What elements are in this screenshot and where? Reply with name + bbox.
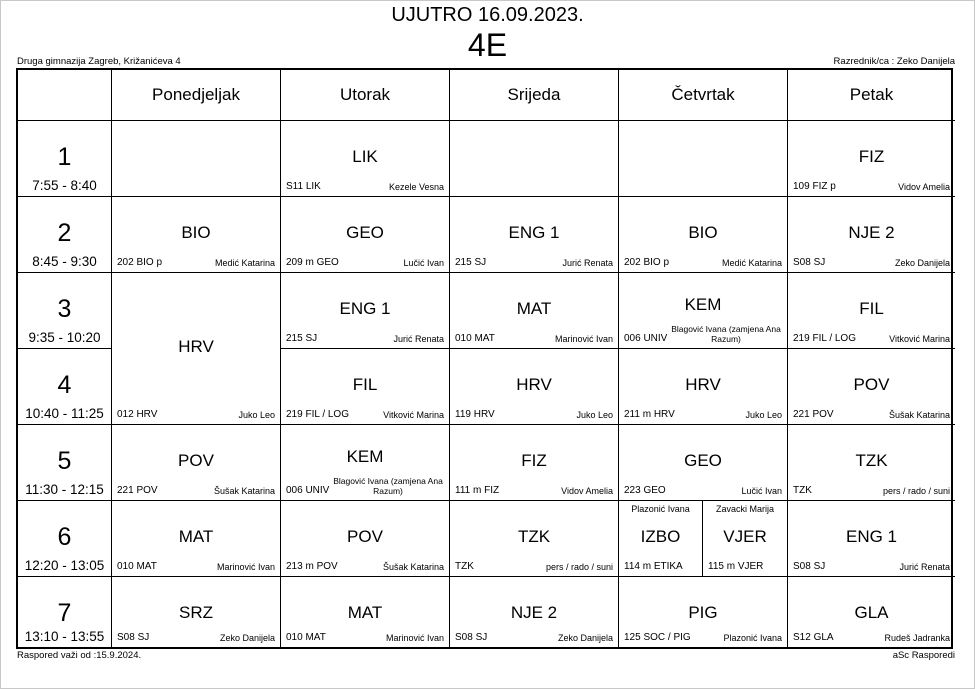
- lesson-room: 209 m GEO: [286, 257, 339, 268]
- lesson-subject: MAT: [516, 299, 552, 318]
- period-5: [18, 425, 112, 501]
- lesson-thu-4: [619, 349, 788, 425]
- validity-note: Raspored važi od :15.9.2024.: [17, 650, 142, 661]
- day-header-wednesday: Srijeda: [450, 70, 619, 121]
- day-header-friday: Petak: [788, 70, 955, 121]
- class-name: 4E: [467, 27, 508, 63]
- period-number: 6: [57, 523, 72, 551]
- lesson-room: S08 SJ: [455, 632, 488, 643]
- lesson-wed-7: [450, 577, 619, 647]
- lesson-teacher: Marinović Ivan: [554, 334, 613, 344]
- lesson-subject: TZK: [517, 527, 551, 546]
- lesson-room: 012 HRV: [117, 409, 158, 420]
- lesson-subject: GLA: [854, 603, 889, 622]
- lesson-subject: IZBO: [640, 527, 681, 546]
- lesson-room: 202 BIO p: [624, 257, 670, 268]
- lesson-teacher: Lučić Ivan: [741, 486, 782, 496]
- lesson-teacher: Medić Katarina: [721, 258, 782, 268]
- period-time: 13:10 - 13:55: [24, 629, 105, 644]
- lesson-room: 219 FIL / LOG: [286, 409, 349, 420]
- lesson-teacher: Blagović Ivana (zamjena Ana Razum): [333, 476, 443, 496]
- lesson-thu-7: [619, 577, 788, 647]
- lesson-room: 221 POV: [117, 485, 158, 496]
- lesson-fri-3: [788, 273, 955, 349]
- lesson-room: TZK: [455, 561, 474, 572]
- lesson-room: 213 m POV: [286, 561, 338, 572]
- lesson-teacher: Blagović Ivana (zamjena Ana Razum): [671, 324, 781, 344]
- lesson-subject: LIK: [352, 147, 378, 166]
- lesson-room: 006 UNIV: [286, 485, 330, 496]
- period-time: 8:45 - 9:30: [32, 254, 97, 269]
- lesson-teacher: Zeko Danijela: [557, 633, 613, 643]
- lesson-subject: NJE 2: [510, 603, 558, 622]
- period-number: 1: [57, 143, 72, 171]
- lesson-teacher: Plazonić Ivana: [723, 633, 782, 643]
- lesson-subject: HRV: [178, 337, 214, 356]
- lesson-teacher: Vitković Marina: [889, 334, 950, 344]
- lesson-room: 202 BIO p: [117, 257, 163, 268]
- lesson-subject: TZK: [855, 451, 888, 470]
- lesson-empty: [112, 121, 281, 197]
- lesson-thu-6-vjer: [703, 501, 788, 577]
- lesson-subject: FIL: [352, 375, 378, 394]
- lesson-subject: FIZ: [858, 147, 885, 166]
- lesson-teacher: Zeko Danijela: [894, 258, 950, 268]
- lesson-subject: MAT: [178, 527, 214, 546]
- lesson-fri-1: [788, 121, 955, 197]
- lesson-teacher: Lučić Ivan: [403, 258, 444, 268]
- period-time: 9:35 - 10:20: [28, 330, 101, 345]
- lesson-room: 211 m HRV: [624, 409, 675, 420]
- day-header-thursday: Četvrtak: [619, 70, 788, 121]
- lesson-thu-2: [619, 197, 788, 273]
- lesson-empty: [450, 121, 619, 197]
- lesson-teacher: Zavacki Marija: [715, 504, 774, 514]
- lesson-thu-6-izbo: [619, 501, 703, 577]
- day-header-monday: Ponedjeljak: [112, 70, 281, 121]
- lesson-subject: ENG 1: [845, 527, 898, 546]
- lesson-teacher: Juko Leo: [745, 410, 782, 420]
- lesson-room: 111 m FIZ: [455, 485, 500, 496]
- lesson-teacher: Juko Leo: [238, 410, 275, 420]
- period-time: 7:55 - 8:40: [32, 178, 97, 193]
- lesson-room: 010 MAT: [286, 632, 326, 643]
- lesson-teacher: Rudeš Jadranka: [884, 633, 950, 643]
- lesson-teacher: Marinović Ivan: [385, 633, 444, 643]
- lesson-room: S12 GLA: [793, 632, 834, 643]
- period-6: [18, 501, 112, 577]
- lesson-teacher: pers / rado / suni: [545, 562, 613, 572]
- lesson-teacher: Šušak Katarina: [888, 410, 950, 420]
- period-number: 5: [57, 447, 72, 475]
- lesson-fri-2: [788, 197, 955, 273]
- period-number: 2: [57, 219, 72, 247]
- lesson-tue-3: [281, 273, 450, 349]
- lesson-subject: NJE 2: [848, 223, 895, 242]
- lesson-room: S11 LIK: [286, 181, 321, 192]
- lesson-mon-3-4: [112, 273, 281, 425]
- lesson-room: S08 SJ: [793, 561, 826, 572]
- lesson-subject: KEM: [684, 295, 722, 314]
- lesson-teacher: Juko Leo: [576, 410, 613, 420]
- lesson-teacher: Plazonić Ivana: [631, 504, 690, 514]
- lesson-tue-6: [281, 501, 450, 577]
- lesson-tue-2: [281, 197, 450, 273]
- lesson-subject: POV: [178, 451, 214, 470]
- lesson-mon-5: [112, 425, 281, 501]
- lesson-thu-5: [619, 425, 788, 501]
- lesson-tue-4: [281, 349, 450, 425]
- lesson-mon-2: [112, 197, 281, 273]
- period-time: 12:20 - 13:05: [24, 558, 105, 573]
- lesson-subject: MAT: [347, 603, 383, 622]
- lesson-subject: GEO: [684, 451, 722, 470]
- lesson-teacher: Jurić Renata: [393, 334, 444, 344]
- lesson-room: TZK: [793, 485, 812, 496]
- lesson-subject: HRV: [516, 375, 552, 394]
- lesson-room: 010 MAT: [117, 561, 157, 572]
- lesson-room: S08 SJ: [793, 257, 826, 268]
- lesson-room: 115 m VJER: [708, 561, 764, 572]
- lesson-subject: FIL: [859, 299, 884, 318]
- day-header-tuesday: Utorak: [281, 70, 450, 121]
- lesson-subject: KEM: [346, 447, 384, 466]
- lesson-subject: FIZ: [521, 451, 547, 470]
- lesson-wed-5: [450, 425, 619, 501]
- lesson-room: 223 GEO: [624, 485, 666, 496]
- lesson-room: 109 FIZ p: [793, 181, 836, 192]
- homeroom-teacher: Razrednik/ca : Zeko Danijela: [833, 56, 955, 67]
- lesson-teacher: Vitković Marina: [383, 410, 444, 420]
- lesson-room: 219 FIL / LOG: [793, 333, 856, 344]
- lesson-room: 215 SJ: [455, 257, 487, 268]
- lesson-fri-6: [788, 501, 955, 577]
- lesson-subject: ENG 1: [508, 223, 560, 242]
- lesson-fri-7: [788, 577, 955, 647]
- lesson-subject: POV: [347, 527, 383, 546]
- lesson-wed-6: [450, 501, 619, 577]
- lesson-wed-3: [450, 273, 619, 349]
- period-3: [18, 273, 112, 349]
- lesson-subject: VJER: [723, 527, 767, 546]
- period-number: 4: [57, 371, 72, 399]
- lesson-teacher: Vidov Amelia: [561, 486, 613, 496]
- period-time: 10:40 - 11:25: [25, 406, 104, 421]
- lesson-subject: BIO: [688, 223, 718, 242]
- lesson-wed-2: [450, 197, 619, 273]
- lesson-tue-1: [281, 121, 450, 197]
- lesson-fri-5: [788, 425, 955, 501]
- lesson-teacher: Zeko Danijela: [219, 633, 275, 643]
- lesson-tue-7: [281, 577, 450, 647]
- timetable-grid: [16, 68, 953, 649]
- lesson-subject: PIG: [688, 603, 718, 622]
- lesson-teacher: Marinović Ivan: [216, 562, 275, 572]
- lesson-teacher: Šušak Katarina: [213, 486, 275, 496]
- school-name: Druga gimnazija Zagreb, Križanićeva 4: [17, 56, 181, 67]
- lesson-room: 221 POV: [793, 409, 834, 420]
- lesson-teacher: Jurić Renata: [899, 562, 950, 572]
- lesson-subject: HRV: [685, 375, 721, 394]
- period-number: 7: [57, 599, 72, 627]
- lesson-subject: BIO: [181, 223, 211, 242]
- lesson-wed-4: [450, 349, 619, 425]
- footer-brand: aSc Rasporedi: [892, 650, 955, 661]
- period-7: [18, 577, 112, 647]
- lesson-room: 114 m ETIKA: [624, 561, 683, 572]
- lesson-room: 125 SOC / PIG: [624, 632, 691, 643]
- lesson-teacher: Medić Katarina: [214, 258, 275, 268]
- lesson-fri-4: [788, 349, 955, 425]
- lesson-mon-6: [112, 501, 281, 577]
- lesson-subject: ENG 1: [339, 299, 391, 318]
- lesson-mon-7: [112, 577, 281, 647]
- lesson-teacher: Kezele Vesna: [388, 182, 444, 192]
- lesson-subject: SRZ: [179, 603, 213, 622]
- lesson-teacher: pers / rado / suni: [882, 486, 950, 496]
- lesson-room: 119 HRV: [455, 409, 495, 420]
- period-time: 11:30 - 12:15: [25, 482, 104, 497]
- lesson-empty: [619, 121, 788, 197]
- lesson-subject: GEO: [346, 223, 384, 242]
- lesson-room: 010 MAT: [455, 333, 495, 344]
- lesson-subject: POV: [853, 375, 890, 394]
- lesson-room: 006 UNIV: [624, 333, 668, 344]
- lesson-thu-3: [619, 273, 788, 349]
- lesson-teacher: Šušak Katarina: [382, 562, 444, 572]
- period-number: 3: [57, 295, 72, 323]
- corner-cell: [18, 70, 112, 121]
- schedule-title: UJUTRO 16.09.2023.: [391, 4, 584, 26]
- period-2: [18, 197, 112, 273]
- lesson-room: S08 SJ: [117, 632, 150, 643]
- lesson-teacher: Jurić Renata: [562, 258, 613, 268]
- period-1: [18, 121, 112, 197]
- period-4: [18, 349, 112, 425]
- lesson-teacher: Vidov Amelia: [898, 182, 950, 192]
- lesson-tue-5: [281, 425, 450, 501]
- lesson-room: 215 SJ: [286, 333, 318, 344]
